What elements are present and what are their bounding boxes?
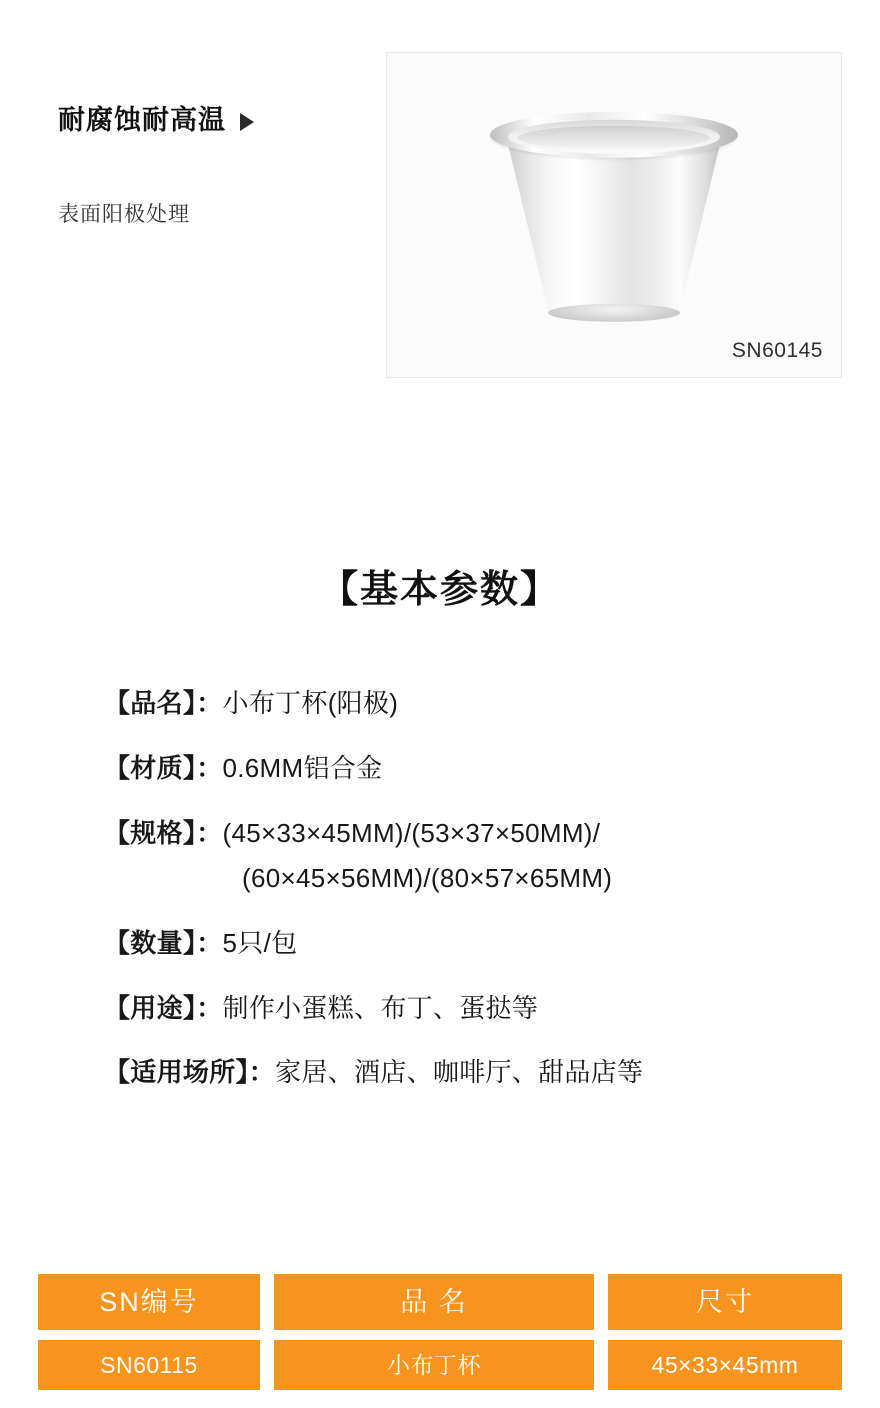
param-value: 小布丁杯(阳极): [222, 688, 399, 718]
spec-header-sn: SN编号: [38, 1274, 260, 1330]
param-row: [104, 925, 824, 962]
param-value: 5只/包: [222, 927, 298, 958]
param-key: 【用途】：: [104, 992, 223, 1023]
param-key: 【适用场所】：: [104, 1057, 276, 1088]
feature-title-row: [58, 104, 358, 136]
param-value-continued: (60×45×56MM)/(80×57×65MM): [242, 862, 613, 893]
param-row: [104, 990, 824, 1027]
param-row: [104, 685, 824, 722]
param-key: 【规格】：: [104, 817, 223, 848]
params-list: [0, 685, 880, 1091]
pudding-cup-illustration: [484, 106, 744, 316]
spec-header-size: 尺寸: [608, 1274, 842, 1330]
cup-interior-shade: [518, 126, 710, 150]
param-row: [104, 750, 824, 787]
feature-subtitle: 表面阳极处理: [58, 203, 190, 227]
spec-cell-name: 小布丁杯: [274, 1340, 594, 1390]
spec-table: [38, 1274, 842, 1400]
spec-cell-sn: SN60115: [38, 1340, 260, 1390]
param-row: [104, 815, 824, 897]
feature-title: 耐腐蚀耐高温: [58, 105, 226, 135]
spec-cell-size: 45×33×45mm: [608, 1340, 842, 1390]
product-image-frame: [386, 52, 842, 378]
cup-bottom-shape: [548, 304, 680, 322]
product-code-label: SN60145: [731, 339, 823, 362]
param-value: (45×33×45MM)/(53×37×50MM)/: [222, 817, 601, 848]
param-value: 0.6MM铝合金: [222, 752, 383, 783]
feature-text-block: [58, 104, 358, 228]
param-value: 制作小蛋糕、布丁、蛋挞等: [222, 992, 539, 1023]
spec-table-header-row: [38, 1274, 842, 1330]
param-key: 【品名】：: [104, 688, 223, 718]
table-row: [38, 1340, 842, 1390]
params-heading: 【基本参数】: [319, 569, 560, 611]
spec-header-name: 品 名: [274, 1274, 594, 1330]
param-value: 家居、酒店、咖啡厅、甜品店等: [275, 1057, 644, 1088]
param-row: [104, 1054, 824, 1091]
triangle-right-icon: [240, 113, 254, 131]
param-key: 【材质】：: [104, 752, 223, 783]
product-hero-section: [0, 0, 880, 440]
param-key: 【数量】：: [104, 927, 223, 958]
